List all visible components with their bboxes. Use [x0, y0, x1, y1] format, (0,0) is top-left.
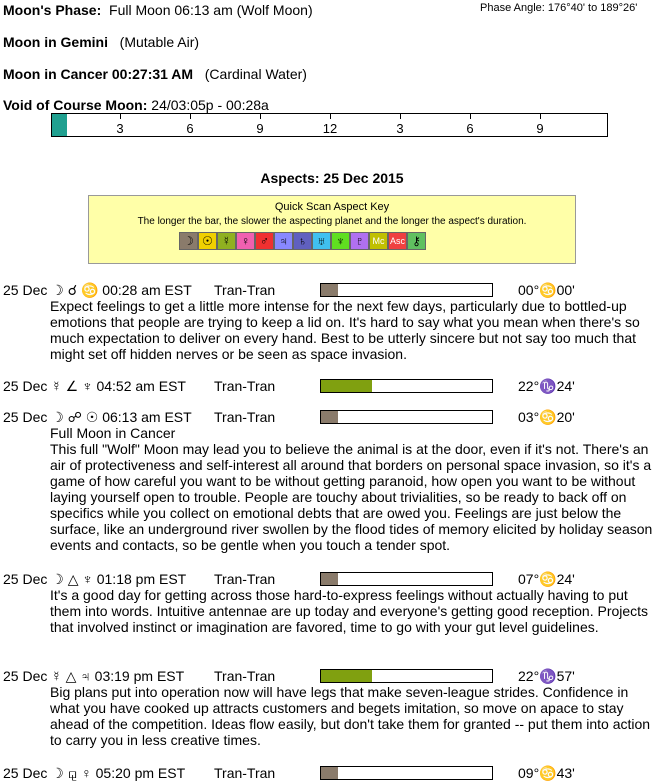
planet-key-swatch: ♆ [331, 232, 350, 250]
timeline-tick-label: 6 [466, 121, 474, 136]
aspect-subtitle: Full Moon in Cancer [50, 425, 176, 441]
moon-phase-value: Full Moon 06:13 am (Wolf Moon) [109, 2, 313, 18]
aspect-key [88, 195, 576, 264]
aspect-type: Tran-Tran [214, 668, 276, 684]
aspect-key-title: Quick Scan Aspect Key [274, 201, 390, 213]
moon-phase-line [3, 2, 313, 18]
timeline-tick-label: 6 [186, 121, 194, 136]
moon-in-cancer-line [3, 66, 307, 82]
aspect-duration-fill [321, 573, 338, 585]
aspect-duration-fill [321, 670, 372, 682]
moon-in-gemini-value: (Mutable Air) [119, 34, 200, 50]
aspect-duration-bar [320, 572, 493, 586]
void-of-course-timeline [51, 113, 608, 137]
timeline-tick [470, 114, 471, 119]
planet-color-strip [179, 232, 426, 250]
aspect-type: Tran-Tran [214, 765, 276, 781]
aspect-position: 03°♋20' [518, 409, 575, 425]
aspect-duration-bar [320, 766, 493, 780]
aspect-key-description: The longer the bar, the slower the aspecting planet and the longer the aspect's duration. [137, 216, 527, 227]
timeline-tick [540, 114, 541, 119]
timeline-tick-label: 3 [396, 121, 404, 136]
planet-key-swatch: ☉ [198, 232, 217, 250]
aspect-type: Tran-Tran [214, 571, 276, 587]
planet-key-swatch: ☽ [179, 232, 198, 250]
aspect-row-header [3, 571, 186, 588]
aspect-row-header [3, 668, 184, 685]
timeline-tick [260, 114, 261, 119]
void-of-course-label: Void of Course Moon: [3, 97, 148, 113]
aspect-date-time: 25 Dec ☿ ∠ ♆ 04:52 am EST [3, 378, 186, 394]
aspect-date-time: 25 Dec ☽ △ ♆ 01:18 pm EST [3, 571, 187, 587]
aspect-position: 00°♋00' [518, 282, 575, 298]
aspect-type: Tran-Tran [214, 409, 276, 425]
aspect-row-header [3, 282, 192, 299]
moon-in-gemini-label: Moon in Gemini [3, 34, 108, 50]
timeline-tick [330, 114, 331, 119]
timeline-tick-label: 9 [536, 121, 544, 136]
aspect-duration-fill [321, 284, 338, 296]
timeline-tick-label: 9 [256, 121, 264, 136]
phase-angle: Phase Angle: 176°40' to 189°26' [480, 2, 638, 14]
planet-key-swatch: ♂ [255, 232, 274, 250]
planet-key-swatch: ♀ [236, 232, 255, 250]
aspect-date-time: 25 Dec ☿ △ ♃ 03:19 pm EST [3, 668, 185, 684]
planet-key-swatch: ♅ [312, 232, 331, 250]
aspect-duration-fill [321, 767, 338, 779]
planet-key-swatch: ♃ [274, 232, 293, 250]
timeline-tick [120, 114, 121, 119]
planet-key-swatch: Mc [369, 232, 388, 250]
aspect-row-header [3, 409, 192, 426]
aspect-duration-bar [320, 379, 493, 393]
aspect-duration-bar [320, 669, 493, 683]
void-of-course-value: 24/03:05p - 00:28a [151, 97, 269, 113]
timeline-tick [190, 114, 191, 119]
aspect-duration-fill [321, 380, 372, 392]
aspect-description: Expect feelings to get a little more intense for the next few days, particularly due to bottled-up emotions that people are trying to keep a lid on. It's hard to say what you mean when there's so much expectation to deliver on every hand. Best to be utterly sincere but not say too much that might set off hidden nerves or be seen as space invasion. [50, 298, 640, 362]
aspect-description: It's a good day for getting across those hard-to-express feelings without actually having to put them into words. Intuitive antennae are up today and everyone's getting good reception. Projects that involved instinct or imagination are favored, time to go with your gut level guidelines. [50, 587, 649, 635]
aspects-title: Aspects: 25 Dec 2015 [260, 170, 404, 186]
timeline-fill [52, 114, 67, 136]
planet-key-swatch: ☿ [217, 232, 236, 250]
timeline-tick-label: 12 [322, 121, 338, 136]
aspect-position: 22°♑57' [518, 668, 575, 684]
timeline-tick [400, 114, 401, 119]
aspect-position: 07°♋24' [518, 571, 575, 587]
aspect-type: Tran-Tran [214, 282, 276, 298]
planet-key-swatch: ♄ [293, 232, 312, 250]
moon-in-gemini-line [3, 34, 199, 50]
aspect-description: Big plans put into operation now will have legs that make seven-league strides. Confidence in what you have cooked up attracts customers and begets imitation, so move on apace to stay ahead of the competition. Ideas flow easily, but don't take them for granted -- put them into action to carry you in less creative times. [50, 684, 651, 748]
aspect-date-time: 25 Dec ☽ ☍ ☉ 06:13 am EST [3, 409, 192, 425]
aspect-type: Tran-Tran [214, 378, 276, 394]
aspect-description: This full "Wolf" Moon may lead you to believe the animal is at the door, even if it's not. There's an air of protectiveness and self-interest all around that borders on personal space invasion, so it's a game of how careful you want to be without getting paranoid, how open you want to be without laying yourself open to trouble. People are touchy about trivialities, so be ready to back off on specifics while you collect on emotional debts that are owed you. Feelings are just below the surface, like an underground river swollen by the flood tides of memory elicited by holiday season events and contacts, so be gentle when you touch a tender spot. [50, 441, 653, 553]
aspect-row-header [3, 378, 186, 395]
planet-key-swatch: ♇ [350, 232, 369, 250]
aspect-date-time: 25 Dec ☽ ⚼ ♀ 05:20 pm EST [3, 765, 186, 781]
planet-key-swatch: Asc [388, 232, 407, 250]
aspect-duration-bar [320, 283, 493, 297]
moon-in-cancer-value: (Cardinal Water) [204, 66, 307, 82]
moon-in-cancer-label: Moon in Cancer 00:27:31 AM [3, 66, 194, 82]
aspect-duration-bar [320, 410, 493, 424]
aspect-position: 22°♑24' [518, 378, 575, 394]
void-of-course-line [3, 97, 269, 113]
aspect-duration-fill [321, 411, 338, 423]
timeline-tick-label: 3 [116, 121, 124, 136]
aspect-position: 09°♋43' [518, 765, 575, 781]
moon-phase-label: Moon's Phase: [3, 2, 102, 18]
aspect-row-header [3, 765, 185, 782]
planet-key-swatch: ⚷ [407, 232, 426, 250]
aspect-date-time: 25 Dec ☽ ☌ ♋ 00:28 am EST [3, 282, 192, 298]
